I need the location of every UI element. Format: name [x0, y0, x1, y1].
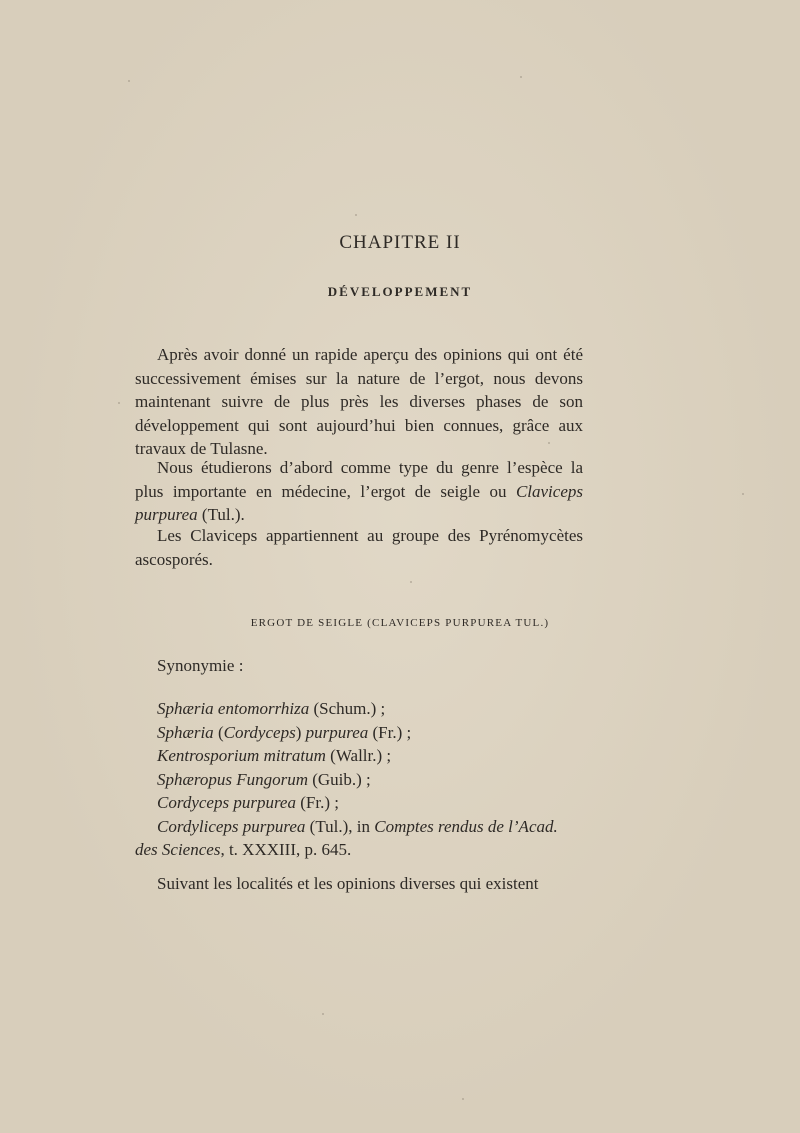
synonym-author: (Fr.) ;: [368, 722, 412, 742]
section-heading: ERGOT DE SEIGLE (CLAVICEPS PURPUREA TUL.): [250, 617, 550, 629]
synonym-author: (Fr.) ;: [295, 793, 339, 812]
chapter-subtitle: DÉVELOPPEMENT: [327, 284, 473, 299]
synonym-author: (Schum.) ;: [309, 699, 386, 718]
paper-speck: [742, 493, 744, 495]
synonym-item-continued: [135, 838, 595, 862]
synonym-name: Sphæropus Fungorum: [157, 769, 308, 789]
synonymy-label: Synonymie :: [157, 656, 244, 675]
synonym-name: Sphæria entomorrhiza: [157, 699, 310, 718]
synonym-name: Cordyceps: [223, 722, 296, 742]
paper-speck: [462, 1098, 464, 1100]
paper-speck: [355, 214, 357, 216]
synonym-item: [135, 768, 595, 792]
synonym-author: (Tul.), in: [305, 816, 375, 836]
synonym-name: Cordyceps purpurea: [157, 793, 296, 812]
synonym-item: [135, 721, 595, 745]
synonym-name: Sphæria: [157, 722, 214, 742]
paragraph-intro: Après avoir donné un rapide aperçu des opinions qui ont été successivement émises sur la nature de l’ergot, nous devons maintenant suivre de plus près les diverses phases de son développement qui sont aujourd’hui bien connues, grâce aux travaux de Tulasne.: [135, 345, 583, 458]
paper-speck: [128, 80, 130, 82]
synonym-item: [135, 791, 595, 815]
paragraph-text: (Tul.).: [197, 505, 245, 524]
synonym-citation: , t. XXXIII, p. 645.: [220, 840, 352, 859]
synonym-name: Kentrosporium mitratum: [157, 746, 326, 765]
synonym-item: [135, 744, 595, 768]
synonym-reference: des Sciences: [135, 840, 221, 859]
synonym-name: Cordyliceps purpurea: [157, 816, 306, 836]
synonym-name: purpurea: [305, 722, 369, 742]
paragraph-closing: Suivant les localités et les opinions diverses qui existent: [157, 874, 539, 893]
synonym-author: (Guib.) ;: [307, 769, 371, 789]
synonym-item: [135, 697, 595, 721]
paper-speck: [410, 581, 412, 583]
synonym-reference: Comptes rendus de l’Acad.: [374, 816, 558, 836]
synonym-author: (Wallr.) ;: [325, 746, 392, 765]
chapter-title: CHAPITRE II: [339, 232, 461, 253]
species-name: Claviceps purpurea: [135, 481, 583, 524]
paper-speck: [322, 1013, 324, 1015]
paragraph-type: [135, 456, 583, 527]
synonymy-list: [135, 697, 595, 862]
paragraph-text: Nous étudierons d’abord comme type du genre l’espèce la plus importante en médecine, l’ergot de seigle ou: [135, 458, 583, 501]
paper-speck: [118, 402, 120, 404]
paragraph-group: Les Claviceps appartiennent au groupe des Pyrénomycètes ascosporés.: [135, 526, 583, 569]
synonym-punct: ): [295, 722, 306, 742]
paper-speck: [520, 76, 522, 78]
synonym-item: [135, 815, 595, 839]
synonym-punct: (: [213, 722, 224, 742]
